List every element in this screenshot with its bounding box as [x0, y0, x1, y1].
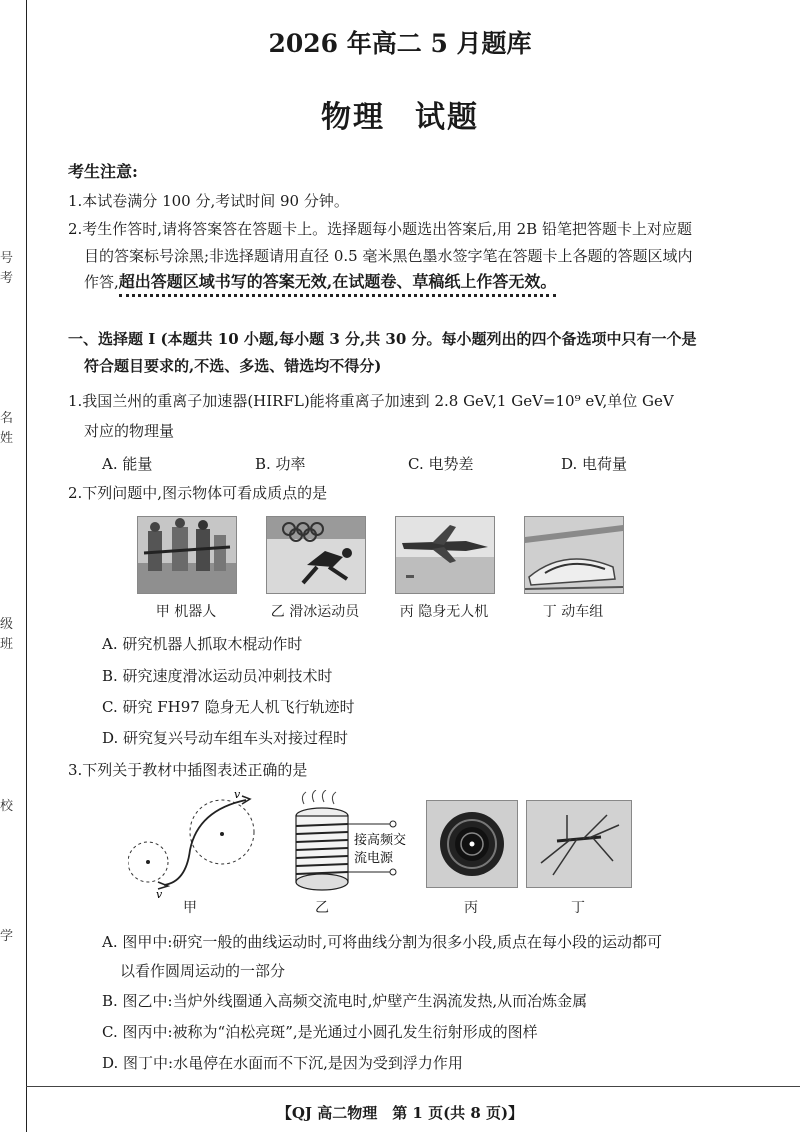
- binding-line: [26, 0, 27, 1132]
- drone-photo: [395, 516, 495, 594]
- q2-option-c: C. 研究 FH97 隐身无人机飞行轨迹时: [102, 698, 355, 716]
- q2-stem: 2.下列问题中,图示物体可看成质点的是: [68, 484, 328, 502]
- q3-option-c: C. 图丙中:被称为“泊松亮斑”,是光通过小圆孔发生衍射形成的图样: [102, 1023, 538, 1041]
- notice-item-2-line-1: 2.考生作答时,请将答案答在答题卡上。选择题每小题选出答案后,用 2B 铅笔把答题卡上对应题: [68, 220, 692, 238]
- notice-item-2-line-3: [84, 272, 556, 292]
- paper-kind: 试题: [415, 100, 479, 135]
- q1-option-c: C. 电势差: [408, 455, 474, 473]
- section-heading-line-1: 一、选择题 I (本题共 10 小题,每小题 3 分,共 30 分。每小题列出的四个备选项中只有一个是: [68, 330, 697, 348]
- q1-option-b: B. 功率: [255, 455, 306, 473]
- notice-item-2-line-2: 目的答案标号涂黑;非选择题请用直径 0.5 毫米黑色墨水签字笔在答题卡上各题的答题区域内: [84, 247, 693, 265]
- q3-stem: 3.下列关于教材中插图表述正确的是: [68, 761, 308, 779]
- coil-label-line-1: 接高频交: [354, 833, 407, 848]
- velocity-label-bottom: v: [156, 888, 163, 900]
- q2-caption-ding: 丁 动车组: [542, 604, 604, 620]
- subject-name: 物理: [321, 100, 385, 135]
- q3-option-a-line-1: A. 图甲中:研究一般的曲线运动时,可将曲线分割为很多小段,质点在每小段的运动都可: [102, 933, 662, 951]
- q1-option-d: D. 电荷量: [561, 455, 628, 473]
- water-strider-photo: [526, 800, 632, 888]
- robot-photo: [137, 516, 237, 594]
- q2-caption-bing: 丙 隐身无人机: [399, 604, 489, 620]
- margin-mark: 姓: [0, 431, 14, 446]
- margin-mark: 学: [0, 929, 14, 944]
- q2-caption-jia: 甲 机器人: [155, 604, 217, 620]
- notice-item-1: 1.本试卷满分 100 分,考试时间 90 分钟。: [68, 192, 349, 210]
- margin-mark: 考: [0, 271, 14, 286]
- margin-mark: 号: [0, 251, 14, 266]
- coil-label-line-2: 流电源: [354, 851, 394, 866]
- q3-caption-yi: 乙: [315, 900, 329, 916]
- q3-option-a-line-2: 以看作圆周运动的一部分: [120, 962, 286, 980]
- q3-caption-jia: 甲: [183, 900, 197, 916]
- q2-option-b: B. 研究速度滑冰运动员冲刺技术时: [102, 667, 333, 685]
- curvilinear-motion-diagram: [128, 790, 278, 900]
- margin-mark: 校: [0, 799, 14, 814]
- q3-option-d: D. 图丁中:水黾停在水面而不下沉,是因为受到浮力作用: [102, 1054, 463, 1072]
- footer-rule: [26, 1086, 800, 1087]
- margin-mark: 名: [0, 411, 14, 426]
- notice-prefix: 作答,: [84, 273, 119, 291]
- q2-option-d: D. 研究复兴号动车组车头对接过程时: [102, 729, 349, 747]
- margin-mark: 级: [0, 617, 14, 632]
- train-photo: [524, 516, 624, 594]
- poisson-spot-photo: [426, 800, 518, 888]
- q2-option-a: A. 研究机器人抓取木棍动作时: [102, 635, 303, 653]
- q3-caption-ding: 丁: [571, 900, 585, 916]
- margin-mark: 班: [0, 637, 14, 652]
- q1-stem-line-1: 1.我国兰州的重离子加速器(HIRFL)能将重离子加速到 2.8 GeV,1 GeV=10⁹ eV,单位 GeV: [68, 392, 674, 410]
- q3-caption-bing: 丙: [464, 900, 478, 916]
- exam-subtitle: [0, 92, 800, 136]
- exam-title: 2026 年高二 5 月题库: [268, 29, 532, 58]
- skater-photo: [266, 516, 366, 594]
- section-heading-line-2: 符合题目要求的,不选、多选、错选均不得分): [84, 357, 382, 375]
- q2-caption-yi: 乙 滑冰运动员: [270, 604, 360, 620]
- notice-emphasis: 超出答题区域书写的答案无效,在试题卷、草稿纸上作答无效。: [119, 272, 557, 297]
- induction-furnace-diagram: [286, 790, 416, 896]
- q3-option-b: B. 图乙中:当炉外线圈通入高频交流电时,炉壁产生涡流发热,从而冶炼金属: [102, 992, 588, 1010]
- velocity-label-top: v: [234, 790, 241, 801]
- page-footer: 【QJ 高二物理 第 1 页(共 8 页)】: [276, 1104, 524, 1122]
- notice-heading: 考生注意:: [68, 162, 138, 181]
- q1-option-a: A. 能量: [102, 455, 153, 473]
- q1-stem-line-2: 对应的物理量: [84, 422, 175, 440]
